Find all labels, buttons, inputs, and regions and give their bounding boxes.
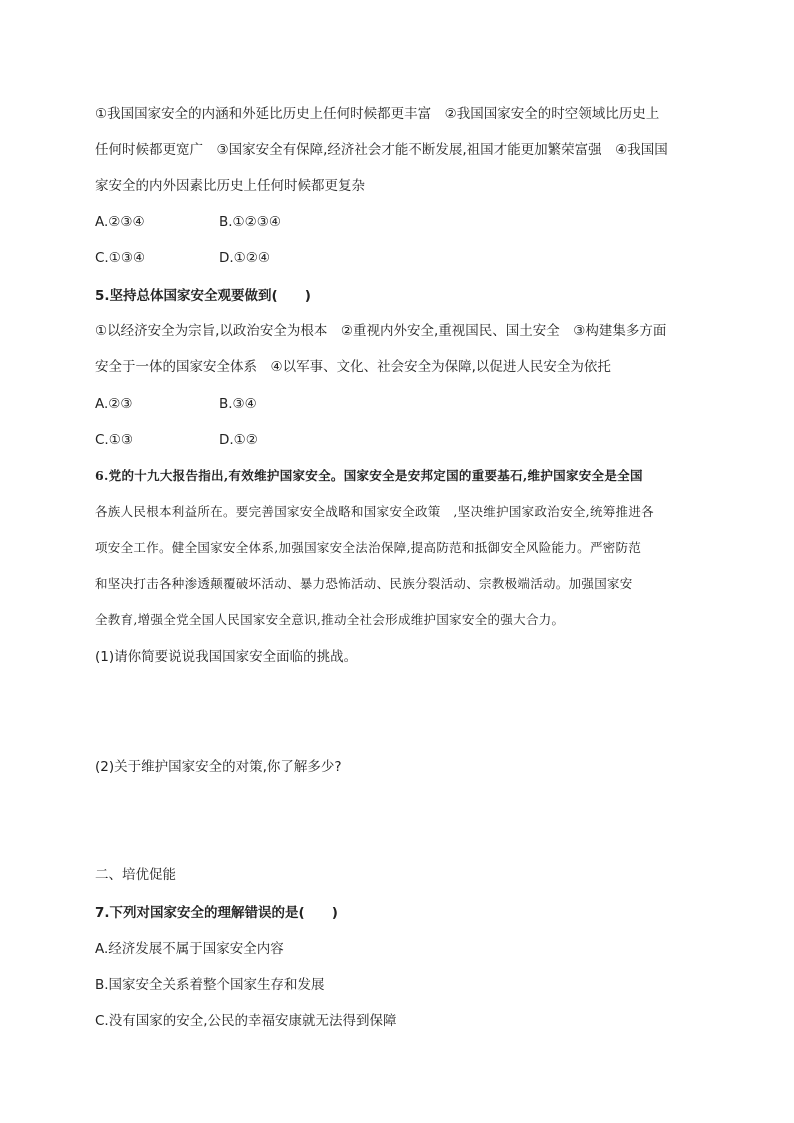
q6-sub-question-1: (1)请你简要说说我国国家安全面临的挑战。: [95, 649, 358, 665]
q6-text-line-1: 6.党的十九大报告指出,有效维护国家安全。国家安全是安邦定国的重要基石,维护国家安全是全国: [95, 468, 643, 483]
q7-stem: 7.下列对国家安全的理解错误的是( ): [95, 905, 338, 921]
q6-text-line-4: 和坚决打击各种渗透颠覆破坏活动、暴力恐怖活动、民族分裂活动、宗教极端活动。加强国家安: [95, 576, 633, 591]
q5-text-line-2: 安全于一体的国家安全体系 ④以军事、文化、社会安全为保障,以促进人民安全为依托: [95, 359, 611, 375]
q5-text-line-1: ①以经济安全为宗旨,以政治安全为根本 ②重视内外安全,重视国民、国土安全 ③构建集多方面: [95, 323, 667, 339]
q7-option-a: A.经济发展不属于国家安全内容: [95, 941, 284, 957]
q7-option-b: B.国家安全关系着整个国家生存和发展: [95, 977, 325, 993]
q4-option-b: B.①②③④: [219, 214, 281, 230]
q4-text-line-1: ①我国国家安全的内涵和外延比历史上任何时候都更丰富 ②我国国家安全的时空领域比历史上: [95, 106, 660, 122]
section-title-2: 二、培优促能: [95, 867, 176, 883]
q4-option-a: A.②③④: [95, 214, 145, 230]
q4-text-line-2: 任何时候都更宽广 ③国家安全有保障,经济社会才能不断发展,祖国才能更加繁荣富强 ④我国国: [95, 142, 668, 158]
q6-text-line-5: 全教育,增强全党全国人民国家安全意识,推动全社会形成维护国家安全的强大合力。: [95, 612, 565, 627]
q6-text-line-3: 项安全工作。健全国家安全体系,加强国家安全法治保障,提高防范和抵御安全风险能力。严密防范: [95, 540, 642, 555]
q5-option-d: D.①②: [219, 432, 258, 448]
q6-text-line-2: 各族人民根本利益所在。要完善国家安全战略和国家安全政策 ,坚决维护国家政治安全,统筹推进各: [95, 504, 654, 519]
q4-option-d: D.①②④: [219, 250, 270, 266]
q5-option-c: C.①③: [95, 432, 133, 448]
q5-option-a: A.②③: [95, 396, 133, 412]
q5-option-b: B.③④: [219, 396, 257, 412]
q4-option-c: C.①③④: [95, 250, 146, 266]
q4-text-line-3: 家安全的内外因素比历史上任何时候都更复杂: [95, 178, 365, 194]
q5-stem: 5.坚持总体国家安全观要做到( ): [95, 288, 311, 304]
q7-option-c: C.没有国家的安全,公民的幸福安康就无法得到保障: [95, 1013, 397, 1029]
q6-sub-question-2: (2)关于维护国家安全的对策,你了解多少?: [95, 759, 342, 775]
